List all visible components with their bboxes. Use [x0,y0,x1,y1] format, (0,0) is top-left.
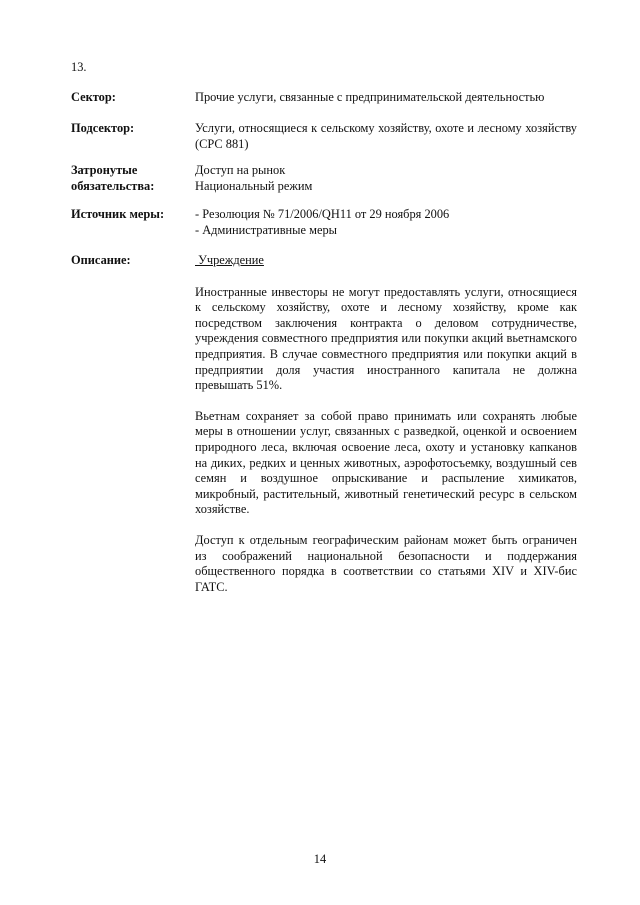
sector-value: Прочие услуги, связанные с предпринимательской деятельностью [195,90,545,104]
entry-number: 13. [71,60,87,74]
obligations-label [71,163,183,194]
obligation-item: Национальный режим [195,178,313,193]
subsector-value: Услуги, относящиеся к сельскому хозяйству, охоте и лесному хозяйству (СРС 881) [195,121,577,151]
source-label: Источник меры: [71,207,165,221]
description-heading: Учреждение [195,253,264,267]
subsector-label: Подсектор: [71,121,135,135]
page-number: 14 [313,852,327,866]
source-item: - Административные меры [195,222,337,237]
description-body [195,253,577,595]
source-item: - Резолюция № 71/2006/QH11 от 29 ноября 2006 [195,207,450,221]
description-paragraph: Иностранные инвесторы не могут предоставлять услуги, относящиеся к сельскому хозяйству, охоте и лесному хозяйству, кроме как посредством заключения контракта о деловом сотрудничестве, учреждения совместного предприятия или покупки акций вьетнамского предприятия. В случае совместного предприятия или покупки акций в предприятии доля участия иностранного капитала не должна превышать 51%. [195,284,577,393]
description-paragraph: Доступ к отдельным географическим районам может быть ограничен из соображений национальной безопасности и поддержания общественного порядка в соответствии со статьями XIV и XIV-бис ГАТС. [195,532,577,594]
obligations-label-line1: Затронутые [71,163,138,177]
description-paragraph: Вьетнам сохраняет за собой право принимать или сохранять любые меры в отношении услуг, связанных с разведкой, оценкой и освоением природного леса, включая освоение леса, охоту и установку капканов на диких, редких и ценных животных, аэрофотосъемку, воздушный сев семян и воздушное опрыскивание и распыление химикатов, микробный, растительный, животный генетический ресурс в сельском хозяйстве. [195,408,577,517]
obligations-list [195,163,577,194]
source-list [195,207,577,238]
description-label: Описание: [71,253,131,267]
sector-label: Сектор: [71,90,116,104]
obligations-label-line2: обязательства: [71,178,155,193]
obligation-item: Доступ на рынок [195,163,286,177]
